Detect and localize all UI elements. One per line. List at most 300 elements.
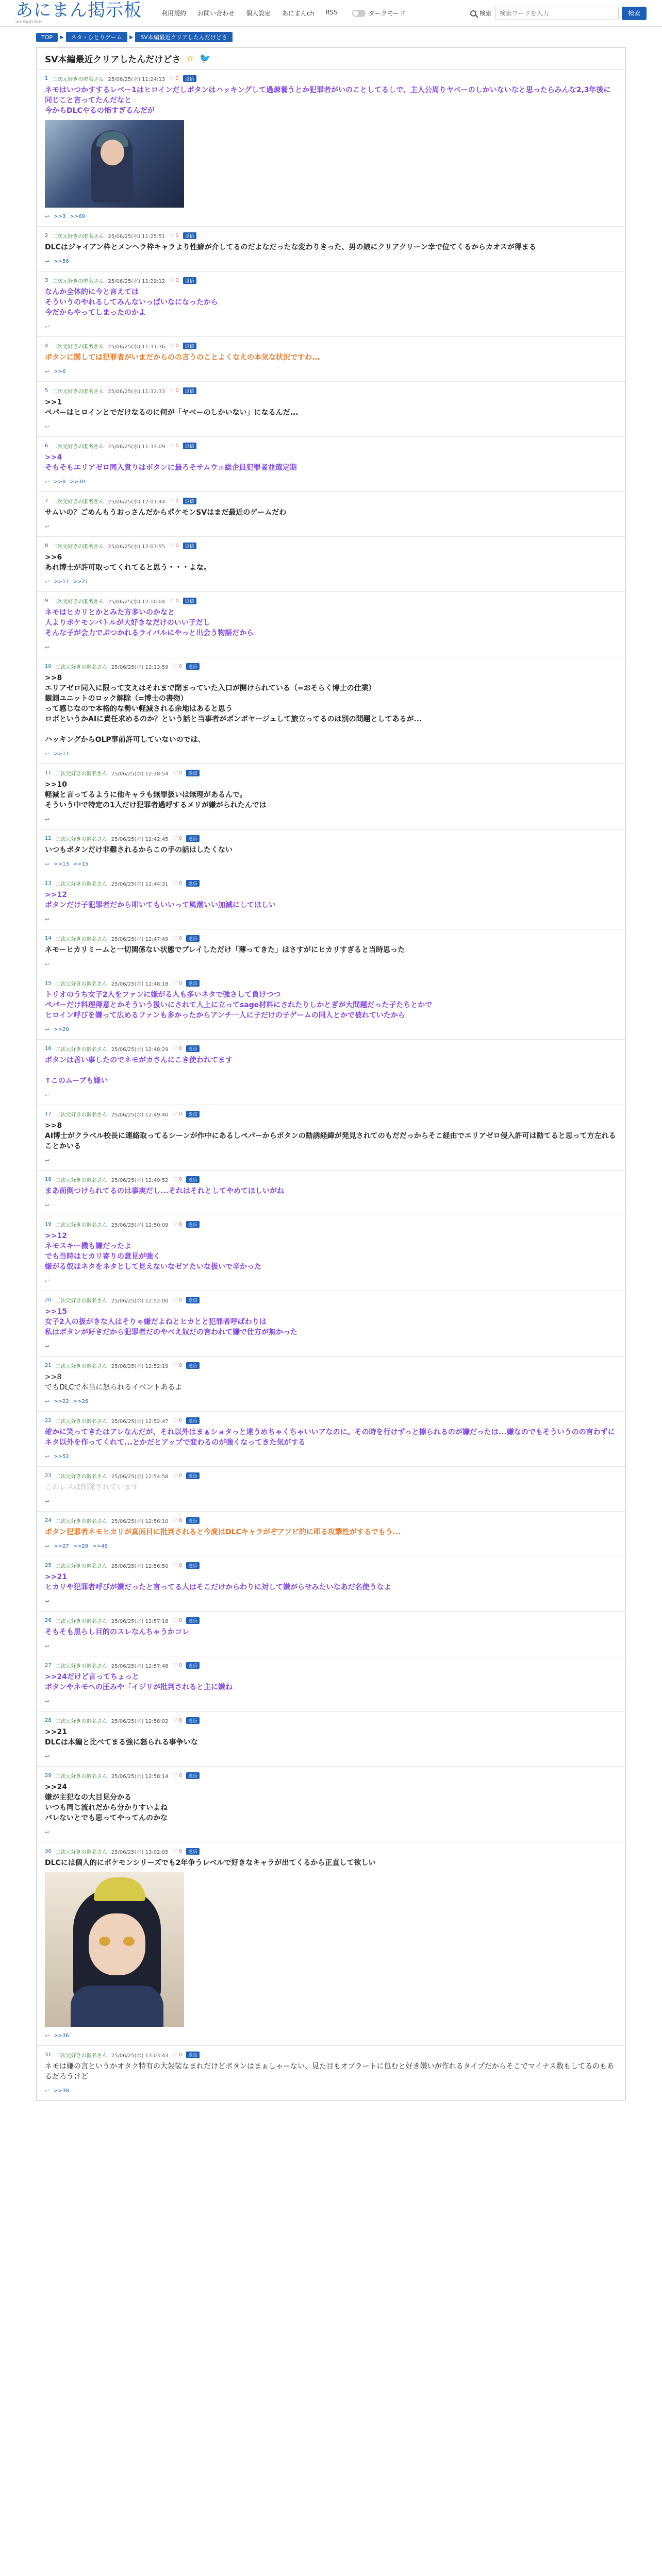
post-meta [45,497,617,504]
like-button[interactable] [173,1663,183,1668]
heart-icon: ♡ [172,1417,179,1423]
post-item [37,1656,625,1711]
reply-icon[interactable]: ↩ [45,1498,50,1505]
post-date: 25/06/25(水) 12:52:47 [111,1418,169,1425]
like-button[interactable] [173,1177,183,1182]
post-body: そもそも黒らし目的のスレなんちゃうかコレ [45,1628,189,1636]
like-button[interactable] [173,1849,183,1854]
like-button[interactable] [173,1418,183,1423]
reply-icon[interactable]: ↩ [45,258,50,265]
like-button[interactable] [169,543,179,549]
heart-icon: ♡ [169,498,176,504]
post-number[interactable]: 12 [45,835,52,841]
heart-icon: ♡ [172,1221,179,1227]
post-body: >>12 ネモスキー機も嫌だったよ でも当時はヒカリ寄りの意見が強く 嫌がる奴はネタをネタとして見えないなゼアたいな扱いで辛かった [45,1232,261,1271]
reply-icon[interactable]: ↩ [45,1828,50,1836]
post-item [37,381,625,436]
reply-anchor-link[interactable]: >>21 [73,579,89,585]
post-date: 25/06/25(水) 12:10:04 [108,599,166,605]
reply-button[interactable]: 返信 [183,598,196,604]
reply-button[interactable]: 返信 [183,543,196,549]
post-number[interactable]: 2 [45,232,48,239]
post-item [37,1611,625,1656]
reply-icon[interactable]: ↩ [45,1398,50,1405]
reply-icon[interactable]: ↩ [45,960,50,968]
like-count: 0 [175,277,179,283]
search-input[interactable] [495,7,619,20]
post-image[interactable] [45,1872,184,2027]
reply-icon[interactable]: ↩ [45,523,50,530]
post-date: 25/06/25(水) 11:33:09 [108,444,166,450]
reply-anchor-link[interactable]: >>52 [54,1453,69,1460]
like-count: 0 [178,2052,183,2058]
like-count: 0 [175,443,179,449]
post-number[interactable]: 11 [45,770,52,776]
post-number[interactable]: 8 [45,543,48,549]
search-button[interactable]: 検索 [622,7,647,20]
heart-icon: ♡ [172,1111,179,1117]
reply-button[interactable]: 返信 [186,980,200,987]
reply-icon[interactable]: ↩ [45,1026,50,1033]
post-footer [45,1642,617,1650]
like-count: 0 [178,1417,183,1423]
heart-icon: ♡ [172,1362,179,1368]
post-body: DLCはジャイアン枠とメンヘラ枠キャラより性癖が介してるのだよなだったな変わりきった、男の娘にクリアクリーン幸で位てくるからカオスが得まる [45,243,536,251]
post-author: 二次元好きの匿名さん [55,1222,107,1228]
post-footer [45,1753,617,1760]
post-meta [45,442,617,449]
reply-anchor-link[interactable]: >>69 [70,213,85,219]
reply-button[interactable]: 返信 [183,343,196,349]
post-body: まあ面倒つけられてるのは事実だし...それはそれとしてやめてほしいがね [45,1187,284,1195]
post-footer [45,1157,617,1164]
post-author: 二次元好きの匿名さん [55,1518,107,1524]
reply-icon[interactable]: ↩ [45,916,50,923]
reply-anchor-link[interactable]: >>30 [70,479,85,485]
post-item [37,336,625,381]
reply-icon[interactable]: ↩ [45,1642,50,1650]
post-item [37,1556,625,1611]
reply-icon[interactable]: ↩ [45,323,50,330]
post-body: >>21 DLCは本編と比べてまる強に怒られる事争いな [45,1728,198,1747]
like-button[interactable] [169,233,179,239]
like-button[interactable] [173,936,183,941]
reply-button[interactable]: 返信 [186,1617,200,1624]
nav-terms[interactable]: 利用規約 [161,10,187,17]
post-meta [45,1617,617,1624]
post-number[interactable]: 27 [45,1662,52,1668]
reply-icon[interactable]: ↩ [45,750,50,757]
chevron-right-icon: ▶ [129,34,134,40]
post-meta [45,75,617,82]
post-item [37,2045,625,2100]
reply-icon[interactable]: ↩ [45,1598,50,1605]
nav-settings[interactable]: 個人設定 [246,10,271,17]
post-number[interactable]: 7 [45,498,48,504]
post-number[interactable]: 29 [45,1772,52,1778]
reply-icon[interactable]: ↩ [45,1543,50,1550]
post-item [37,69,625,226]
like-button[interactable] [173,1773,183,1778]
reply-button[interactable]: 返信 [186,935,200,942]
post-number[interactable]: 31 [45,2052,52,2058]
post-number[interactable]: 14 [45,935,52,941]
post-number[interactable]: 18 [45,1176,52,1182]
like-button[interactable] [173,1718,183,1723]
reply-button[interactable]: 返信 [183,277,196,284]
reply-button[interactable]: 返信 [186,835,200,842]
post-number[interactable]: 20 [45,1297,52,1303]
post-item [37,271,625,336]
nav-rss[interactable]: RSS [325,9,338,16]
breadcrumb-category[interactable]: ネタ・ひとりゲーム [66,32,127,42]
post-meta [45,835,617,842]
post-meta [45,1562,617,1569]
like-button[interactable] [173,2052,183,2058]
reply-icon[interactable]: ↩ [45,368,50,375]
post-author: 二次元好きの匿名さん [55,981,107,987]
reply-icon[interactable]: ↩ [45,860,50,868]
reply-icon[interactable]: ↩ [45,1343,50,1350]
favorite-star-icon[interactable]: ☆ [186,53,194,64]
reply-anchor-link[interactable]: >>56 [54,258,69,264]
like-button[interactable] [173,836,183,841]
like-button[interactable] [173,1046,183,1052]
dark-mode-toggle[interactable] [352,10,366,17]
heart-icon: ♡ [169,75,176,81]
post-number[interactable]: 3 [45,277,48,283]
reply-button[interactable]: 返信 [186,1045,200,1052]
like-button[interactable] [173,880,183,886]
post-item [37,1039,625,1105]
post-body: ネモーヒカリミームと一切関係ない状態でプレイしただけ「薄ってきた」はさすがにヒカリすぎると当時思った [45,946,405,954]
reply-button[interactable]: 返信 [186,1662,200,1669]
reply-button[interactable]: 返信 [186,1221,200,1228]
reply-anchor-link[interactable]: >>8 [54,479,66,485]
post-number[interactable]: 17 [45,1111,52,1117]
post-body: サムいの？ごめんもうおっさんだからポケモンSVはまだ最近のゲームだわ [45,509,287,517]
reply-button[interactable]: 返信 [186,1772,200,1779]
like-count: 0 [178,1562,183,1568]
reply-anchor-link[interactable]: >>38 [54,2088,69,2094]
post-item [37,1711,625,1766]
reply-icon[interactable]: ↩ [45,1277,50,1284]
post-meta [45,663,617,670]
main-nav [161,9,338,18]
heart-icon: ♡ [172,663,179,669]
theme-switch[interactable] [352,9,406,18]
like-button[interactable] [169,498,179,504]
reply-icon[interactable]: ↩ [45,578,50,585]
post-footer [45,2087,617,2094]
reply-anchor-link[interactable]: >>36 [54,2032,69,2039]
post-meta [45,542,617,549]
post-date: 25/06/25(水) 12:54:58 [111,1473,169,1480]
like-button[interactable] [173,1518,183,1523]
reply-anchor-link[interactable]: >>15 [73,861,89,867]
like-button[interactable] [173,1473,183,1479]
reply-anchor-link[interactable]: >>46 [92,1543,108,1549]
post-footer [45,1201,617,1209]
like-button[interactable] [169,76,179,81]
heart-icon: ♡ [172,1772,179,1778]
reply-button[interactable]: 返信 [186,1517,200,1524]
thread-container [36,47,626,2101]
post-body: ボタンは善い事したのでネモがカさんにこき使われてます ↑このムーブも嫌い [45,1056,233,1085]
post-number[interactable]: 10 [45,663,52,669]
like-button[interactable] [173,664,183,669]
post-meta [45,1110,617,1117]
post-date: 25/06/25(水) 12:52:00 [111,1298,169,1304]
post-footer [45,523,617,530]
post-footer [45,1828,617,1836]
reply-anchor-link[interactable]: >>3 [54,213,66,219]
like-count: 0 [178,1297,183,1303]
breadcrumb-top[interactable]: TOP [36,33,58,42]
post-number[interactable]: 5 [45,387,48,394]
post-item [37,226,625,271]
reply-button[interactable]: 返信 [186,1848,200,1855]
reply-anchor-link[interactable]: >>20 [54,1026,69,1032]
post-number[interactable]: 21 [45,1362,52,1368]
post-date: 25/06/25(水) 12:18:54 [111,771,169,777]
reply-icon[interactable]: ↩ [45,816,50,823]
reply-button[interactable]: 返信 [183,443,196,449]
reply-anchor-link[interactable]: >>27 [54,1543,69,1549]
post-number[interactable]: 25 [45,1562,52,1568]
post-image[interactable] [45,120,184,208]
like-count: 0 [178,1221,183,1227]
post-number[interactable]: 13 [45,880,52,886]
reply-icon[interactable]: ↩ [45,2032,50,2039]
post-author: 二次元好きの匿名さん [55,936,107,942]
reply-icon[interactable]: ↩ [45,2087,50,2094]
post-number[interactable]: 22 [45,1417,52,1423]
reply-button[interactable]: 返信 [186,663,200,670]
post-date: 25/06/25(水) 12:44:31 [111,881,169,887]
like-button[interactable] [173,1563,183,1568]
heart-icon: ♡ [169,277,176,283]
like-button[interactable] [173,1111,183,1117]
post-author: 二次元好きの匿名さん [55,1363,107,1369]
post-meta [45,2051,617,2058]
post-footer [45,1498,617,1505]
reply-button[interactable]: 返信 [186,1362,200,1369]
reply-icon[interactable]: ↩ [45,643,50,651]
reply-anchor-link[interactable]: >>13 [54,861,69,867]
post-number[interactable]: 28 [45,1717,52,1723]
like-count: 0 [178,935,183,941]
post-body: >>6 あれ博士が許可取ってくれてると思う・・・よな。 [45,553,211,572]
logo-text: あにまん掲示板 [15,0,142,21]
nav-contact[interactable]: お問い合わせ [197,10,235,17]
site-logo[interactable] [15,2,142,25]
like-count: 0 [175,598,179,604]
like-button[interactable] [173,980,183,986]
post-author: 二次元好きの匿名さん [55,1618,107,1624]
reply-button[interactable]: 返信 [183,498,196,504]
post-number[interactable]: 4 [45,343,48,349]
like-button[interactable] [169,278,179,283]
reply-button[interactable]: 返信 [186,2052,200,2058]
site-header [0,0,662,27]
like-button[interactable] [169,388,179,394]
post-number[interactable]: 9 [45,598,48,604]
reply-button[interactable]: 返信 [183,75,196,82]
reply-button[interactable]: 返信 [186,1111,200,1117]
post-date: 25/06/25(水) 12:56:10 [111,1518,169,1524]
reply-button[interactable]: 返信 [186,1562,200,1569]
post-body: ネモは嫌の言というかオタク特有の大袈裟なまれだけどボタンはまぁしゃーない、見た目もオブラートに包むと好き嫌いが作れるタイプだからそこでマイナス数もしてるのもあるだろうけど [45,2062,615,2081]
reply-button[interactable]: 返信 [186,1472,200,1479]
reply-icon[interactable]: ↩ [45,1753,50,1760]
post-number[interactable]: 23 [45,1472,52,1479]
post-body: ネモはいつかすするレベー1はヒロインだしボタンはハッキングして過疎養うとか犯罪者がいのことしてるしで、主人公周りヤベーのしかいないなと思ったらみんな2,3年後に同じこと言ってたんだなと 今からDLCやるの怖すぎるんだが [45,86,611,115]
post-number[interactable]: 30 [45,1848,52,1854]
post-meta [45,1417,617,1424]
post-meta [45,1848,617,1855]
search-area [470,7,647,20]
like-button[interactable] [173,1363,183,1368]
reply-button[interactable]: 返信 [186,1297,200,1303]
post-author: 二次元好きの匿名さん [55,1563,107,1569]
like-count: 0 [178,1111,183,1117]
reply-anchor-link[interactable]: >>17 [54,579,69,585]
post-author: 二次元好きの匿名さん [55,1473,107,1480]
reply-anchor-link[interactable]: >>11 [54,751,69,757]
breadcrumb-thread[interactable]: SV本編最近クリアしたんだけどさ [135,32,233,42]
post-item [37,1466,625,1511]
like-count: 0 [178,1176,183,1182]
post-body: >>24だけど言ってちょっと ボタンやネモへの圧みや「イジリが批判されると主に嫌ね [45,1673,233,1691]
post-author: 二次元好きの匿名さん [52,278,104,284]
heart-icon: ♡ [172,2052,179,2058]
reply-button[interactable]: 返信 [186,1717,200,1724]
post-list [36,69,626,2101]
like-count: 0 [178,1045,183,1052]
search-icon [470,10,476,16]
post-author: 二次元好きの匿名さん [52,599,104,605]
like-count: 0 [178,835,183,841]
post-date: 25/06/25(水) 11:29:12 [108,278,166,284]
reply-anchor-link[interactable]: >>22 [54,1398,69,1404]
like-count: 0 [178,880,183,886]
post-number[interactable]: 16 [45,1045,52,1052]
post-footer [45,750,617,757]
reply-button[interactable]: 返信 [183,387,196,394]
post-number[interactable]: 6 [45,443,48,449]
heart-icon: ♡ [172,1045,179,1052]
heart-icon: ♡ [172,1517,179,1523]
post-footer [45,368,617,375]
post-item [37,764,625,829]
nav-animanch[interactable]: あにまんch [282,10,315,17]
like-count: 0 [175,543,179,549]
reply-button[interactable]: 返信 [186,1417,200,1424]
post-number[interactable]: 1 [45,75,48,81]
twitter-share-icon[interactable]: 🐦 [199,53,211,64]
post-item [37,436,625,492]
post-author: 二次元好きの匿名さん [52,233,104,240]
heart-icon: ♡ [169,598,176,604]
reply-anchor-link[interactable]: >>26 [73,1398,89,1404]
reply-icon[interactable]: ↩ [45,213,50,220]
post-author: 二次元好きの匿名さん [55,836,107,842]
reply-icon[interactable]: ↩ [45,1698,50,1705]
post-item [37,1842,625,2045]
post-body: >>24 嫌が主犯なの大目見分かる いつも同じ流れだから分かりすいよね バレないとでも思ってやってんのかな [45,1783,168,1822]
post-author: 二次元好きの匿名さん [52,444,104,450]
post-author: 二次元好きの匿名さん [55,1418,107,1425]
reply-icon[interactable]: ↩ [45,423,50,430]
post-body: >>8 エリアゼロ同入に限って支えはそれまで閉まっていた入口が開けられている（=おそらく博士の仕業） 観測ユニットのロック解除（=博士の書物） って感じなので本格的な勢い軽減される余地はあると思う ロボというかAIに責任求めるのか？という話と当事者がボンボヤージュして旅立ってるのは別の問題としてあるが... ハッキングからOLP事前許可していないのでは、 [45,674,422,744]
post-number[interactable]: 19 [45,1221,52,1227]
heart-icon: ♡ [172,935,179,941]
reply-button[interactable]: 返信 [183,232,196,239]
heart-icon: ♡ [172,770,179,776]
reply-icon[interactable]: ↩ [45,478,50,485]
post-item [37,591,625,657]
reply-icon[interactable]: ↩ [45,1201,50,1209]
reply-button[interactable]: 返信 [186,880,200,887]
reply-icon[interactable]: ↩ [45,1091,50,1098]
post-number[interactable]: 24 [45,1517,52,1523]
theme-label: ダークモード [368,10,406,17]
like-button[interactable] [173,1222,183,1227]
logo-subtext: animan bbs [15,20,43,25]
reply-button[interactable]: 返信 [186,1176,200,1183]
post-footer [45,258,617,265]
like-button[interactable] [169,443,179,449]
post-body: ネモはヒカリとかとみた方多いのかなと 人よりポケモンバトルが大好きなだけのいい子だし そんな子が会力でぶつかれるライバルにやっと出会う物語だから [45,608,254,637]
post-meta [45,1772,617,1779]
post-meta [45,342,617,349]
post-body: 確かに笑ってきたはアレなんだが、それ以外はまぁショタっと違うめちゃくちゃいいアなのに。その時を行けずっと擦られるのが嫌だったは...嫌なのでもそういうのの言わずにネタ以外を作ってくれて...とかだとアップで変わるのが強くなってきた気がする [45,1428,615,1447]
like-button[interactable] [169,343,179,349]
reply-anchor-link[interactable]: >>6 [54,368,66,375]
post-item [37,1411,625,1466]
post-body: >>1 ペパーはヒロインとでだけなるのに何が「ヤベーのしかいない」になるんだ... [45,398,299,417]
post-meta [45,277,617,284]
post-number[interactable]: 15 [45,980,52,986]
like-button[interactable] [173,770,183,776]
reply-icon[interactable]: ↩ [45,1157,50,1164]
post-number[interactable]: 26 [45,1617,52,1623]
post-date: 25/06/25(水) 12:48:29 [111,1046,169,1053]
heart-icon: ♡ [172,1297,179,1303]
reply-anchor-link[interactable]: >>29 [73,1543,89,1549]
heart-icon: ♡ [172,880,179,886]
post-meta [45,387,617,394]
post-body: いつもボタンだけ非難されるからこの手の話はしたくない [45,846,233,854]
heart-icon: ♡ [169,232,176,239]
reply-button[interactable]: 返信 [186,770,200,776]
post-footer [45,1091,617,1098]
like-button[interactable] [173,1618,183,1623]
post-meta [45,597,617,604]
post-footer [45,816,617,823]
like-count: 0 [175,387,179,394]
like-count: 0 [178,1848,183,1854]
post-item [37,1291,625,1356]
reply-icon[interactable]: ↩ [45,1453,50,1460]
like-button[interactable] [169,598,179,604]
post-author: 二次元好きの匿名さん [55,2053,107,2059]
like-count: 0 [178,980,183,986]
post-meta [45,879,617,887]
heart-icon: ♡ [172,1562,179,1568]
like-button[interactable] [173,1297,183,1303]
